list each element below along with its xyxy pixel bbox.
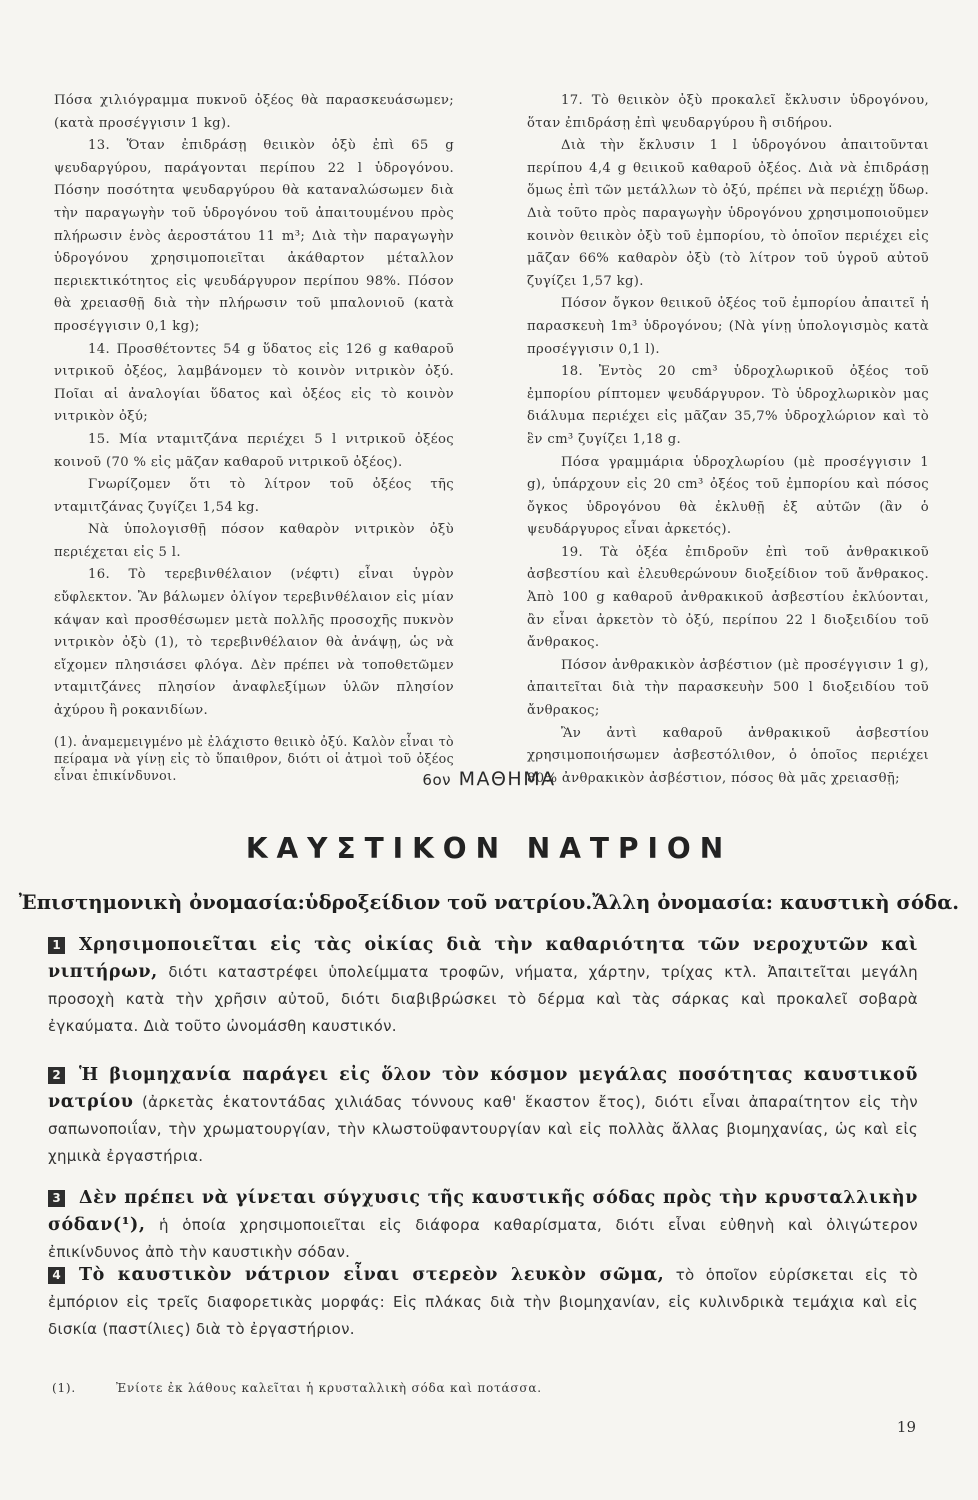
- lesson-number: 6ον: [422, 771, 452, 789]
- section-1-lead: Χρησιμοποιεῖται εἰς τὰς οἰκίας διὰ τὴν καθαριότητα τῶν νεροχυτῶν καὶ νιπτήρων,: [48, 935, 918, 982]
- section-2-text: (ἀρκετὰς ἑκατοντάδας χιλιάδας τόννους καθ' ἕκαστον ἔτος), διότι εἶναι ἀπαραίτητον εἰς τὴν σαπωνοποιΐαν, τὴν χρωματουργίαν, τὴν κλωστοϋφαντουργίαν καὶ εἰς πολλὰς ἄλλας βιομηχανίας, ὡς καὶ εἰς χημικὰ ἐργαστήρια.: [48, 1093, 918, 1165]
- section-marker-4: 4: [48, 1267, 65, 1284]
- footnote-mark: (1).: [52, 1381, 77, 1395]
- section-3-lead: Δὲν πρέπει νὰ γίνεται σύγχυσις τῆς καυστικῆς σόδας πρὸς τὴν κρυσταλλικὴν σόδαν(¹),: [48, 1188, 918, 1235]
- section-2: [48, 1062, 918, 1170]
- section-4-text: τὸ ὁποῖον εὑρίσκεται εἰς τὸ ἐμπόριον εἰς τρεῖς διαφορετικὰς μορφάς: Εἰς πλάκας διὰ τὴν βιομηχανίαν, εἰς κυλινδρικὰ τεμάχια καὶ εἰς δισκία (παστίλιες) διὰ τὸ ἐργαστήριον.: [48, 1266, 918, 1338]
- left-column: [54, 90, 454, 784]
- exercise-15: 15. Μία νταμιτζάνα περιέχει 5 l νιτρικοῦ ὀξέος κοινοῦ (70 % εἰς μᾶζαν καθαροῦ νιτρικοῦ ὀξέος).: [54, 431, 454, 470]
- section-4: [48, 1262, 918, 1343]
- section-2-lead: Ἡ βιομηχανία παράγει εἰς ὅλον τὸν κόσμον μεγάλας ποσότητας καυστικοῦ νατρίου: [48, 1065, 918, 1112]
- right-column: [527, 90, 929, 790]
- section-1: [48, 932, 918, 1040]
- exercise-17-body: Διὰ τὴν ἔκλυσιν 1 l ὑδρογόνου ἀπαιτοῦνται περίπου 4,4 g θειικοῦ καθαροῦ ὀξέος. Διὰ νὰ ἐπιδράσῃ ὅμως ἐπὶ τῶν μετάλλων τὸ ὀξύ, πρέπει νὰ περιέχῃ ὕδωρ. Διὰ τοῦτο πρὸς παραγωγὴν ὑδρογόνου χρησιμοποιοῦμεν κοινὸν θειικὸν ὀξὺ τοῦ ἐμπορίου, τὸ ὁποῖον περιέχει εἰς μᾶζαν 66% καθαρὸν ὀξὺ (τὸ λίτρον τοῦ ὑγροῦ αὐτοῦ ζυγίζει 1,57 kg).: [527, 138, 929, 289]
- exercise-17-question: Πόσον ὄγκον θειικοῦ ὀξέος τοῦ ἐμπορίου ἀπαιτεῖ ἡ παρασκευὴ 1m³ ὑδρογόνου; (Νὰ γίνῃ ὑπολογισμὸς κατὰ προσέγγισιν 0,1 l).: [527, 296, 929, 357]
- exercise-14: 14. Προσθέτοντες 54 g ὕδατος εἰς 126 g καθαροῦ νιτρικοῦ ὀξέος, λαμβάνομεν τὸ κοινὸν νιτρικὸν ὀξύ. Ποῖαι αἱ ἀναλογίαι ὕδατος καὶ ὀξέος εἰς τὸ κοινὸν νιτρικὸν ὀξύ;: [54, 341, 454, 425]
- exercise-19-followup: Ἂν ἀντὶ καθαροῦ ἀνθρακικοῦ ἀσβεστίου χρησιμοποιήσωμεν ἀσβεστόλιθον, ὁ ὁποῖος περιέχει 80% ἀνθρακικὸν ἀσβέστιον, πόσος θὰ μᾶς χρειασθῇ;: [527, 725, 929, 786]
- chapter-subtitle: Ἐπιστημονικὴ ὀνομασία:ὑδροξείδιον τοῦ νατρίου.Ἄλλη ὀνομασία: καυστικὴ σόδα.: [18, 891, 960, 914]
- exercise-16: 16. Τὸ τερεβινθέλαιον (νέφτι) εἶναι ὑγρὸν εὔφλεκτον. Ἂν βάλωμεν ὀλίγον τερεβινθέλαιον εἰς μίαν κάψαν καὶ προσθέσωμεν μετὰ πολλῆς προσοχῆς πυκνὸν νιτρικὸν ὀξὺ (1), τὸ τερεβινθέλαιον θὰ ἀνάψῃ, ὡς νὰ εἴχομεν πλησιάσει φλόγα. Δὲν πρέπει νὰ τοποθετῶμεν νταμιτζάνες πλησίον ἀναφλεξίμων ὑλῶν πλησίον ἀχύρου ἢ ροκανιδίων.: [54, 567, 454, 719]
- left-footnote: (1). ἀναμεμειγμένο μὲ ἐλάχιστο θειικὸ ὀξύ. Καλὸν εἶναι τὸ πείραμα νὰ γίνῃ εἰς τὸ ὕπαιθρον, διότι οἱ ἀτμοὶ τοῦ ὀξέος εἶναι ἐπικίνδυνοι.: [54, 733, 454, 783]
- exercise-18: 18. Ἐντὸς 20 cm³ ὑδροχλωρικοῦ ὀξέος τοῦ ἐμπορίου ρίπτομεν ψευδάργυρον. Τὸ ὑδροχλωρικὸν μας διάλυμα περιέχει εἰς μᾶζαν 35,7% ὑδροχλώριον καὶ τὸ ἓν cm³ ζυγίζει 1,18 g.: [527, 364, 929, 447]
- footnote-text: Ἐνίοτε ἐκ λάθους καλεῖται ἡ κρυσταλλικὴ σόδα καὶ ποτάσσα.: [116, 1381, 542, 1395]
- section-3: [48, 1185, 918, 1266]
- exercise-12-tail: Πόσα χιλιόγραμμα πυκνοῦ ὀξέος θὰ παρασκευάσωμεν; (κατὰ προσέγγισιν 1 kg).: [54, 93, 454, 131]
- exercise-18-question: Πόσα γραμμάρια ὑδροχλωρίου (μὲ προσέγγισιν 1 g), ὑπάρχουν εἰς 20 cm³ ὀξέος τοῦ ἐμπορίου καὶ πόσος ὄγκος ὑδρογόνου θὰ ἐκλυθῇ ἐξ αὐτῶν (ἂν ὁ ψευδάργυρος εἶναι ἀρκετός).: [527, 454, 929, 538]
- page-footnote: [52, 1381, 752, 1395]
- section-1-text: διότι καταστρέφει ὑπολείμματα τροφῶν, νήματα, χάρτην, τρίχας κτλ. Ἀπαιτεῖται μεγάλη προσοχὴ κατὰ τὴν χρῆσιν αὐτοῦ, διότι διαβιβρώσκει τὸ δέρμα καὶ τὰς σάρκας καὶ προκαλεῖ σοβαρὰ ἐγκαύματα. Διὰ τοῦτο ὠνομάσθη καυστικόν.: [48, 963, 918, 1035]
- exercise-15-question: Νὰ ὑπολογισθῇ πόσον καθαρὸν νιτρικὸν ὀξὺ περιέχεται εἰς 5 l.: [54, 522, 454, 560]
- section-3-text: ἡ ὁποία χρησιμοποιεῖται εἰς διάφορα καθαρίσματα, διότι εἶναι εὐθηνὴ καὶ ὀλιγώτερον ἐπικίνδυνος ἀπὸ τὴν καυστικὴν σόδαν.: [48, 1216, 918, 1261]
- page-number: 19: [896, 1418, 916, 1436]
- section-marker-1: 1: [48, 937, 65, 954]
- exercise-15-note: Γνωρίζομεν ὅτι τὸ λίτρον τοῦ ὀξέος τῆς νταμιτζάνας ζυγίζει 1,54 kg.: [54, 477, 454, 515]
- exercise-13: 13. Ὅταν ἐπιδράσῃ θειικὸν ὀξὺ ἐπὶ 65 g ψευδαργύρου, παράγονται περίπου 22 l ὑδρογόνου. Πόσην ποσότητα ψευδαργύρου θὰ καταναλώσωμεν διὰ τὴν παραγωγὴν τοῦ ὑδρογόνου τοῦ ἀπαιτουμένου πρὸς πλήρωσιν ἑνὸς ἀεροστάτου 11 m³; Διὰ τὴν παραγωγὴν ὑδρογόνου χρησιμοποιεῖται ἀκάθαρτον μέταλλον περιεκτικότητος εἰς ψευδάργυρον περίπου 98%. Πόσον θὰ χρειασθῇ διὰ τὴν πλήρωσιν τοῦ μπαλονιοῦ (κατὰ προσέγγισιν 0,1 kg);: [54, 138, 454, 334]
- exercise-17: 17. Τὸ θειικὸν ὀξὺ προκαλεῖ ἔκλυσιν ὑδρογόνου, ὅταν ἐπιδράσῃ ἐπὶ ψευδαργύρου ἢ σιδήρου.: [527, 93, 929, 131]
- section-marker-2: 2: [48, 1067, 65, 1084]
- exercise-19-question: Πόσον ἀνθρακικὸν ἀσβέστιον (μὲ προσέγγισιν 1 g), ἀπαιτεῖται διὰ τὴν παρασκευὴν 500 l διοξειδίου τοῦ ἄνθρακος;: [527, 657, 929, 719]
- lesson-label: ΜΑΘΗΜΑ: [458, 768, 556, 790]
- chapter-title: ΚΑΥΣΤΙΚΟΝ ΝΑΤΡΙΟΝ: [245, 832, 733, 865]
- exercise-19: 19. Τὰ ὀξέα ἐπιδροῦν ἐπὶ τοῦ ἀνθρακικοῦ ἀσβεστίου καὶ ἐλευθερώνουν διοξείδιον τοῦ ἄνθρακος. Ἀπὸ 100 g καθαροῦ ἀνθρακικοῦ ἀσβεστίου ἐκλύονται, ἂν εἶναι ἀρκετὸν τὸ ὀξύ, περίπου 22 l διοξειδίου τοῦ ἄνθρακος.: [527, 544, 929, 651]
- lesson-heading: [0, 768, 978, 790]
- section-4-lead: Τὸ καυστικὸν νάτριον εἶναι στερεὸν λευκὸν σῶμα,: [79, 1265, 665, 1285]
- section-marker-3: 3: [48, 1190, 65, 1207]
